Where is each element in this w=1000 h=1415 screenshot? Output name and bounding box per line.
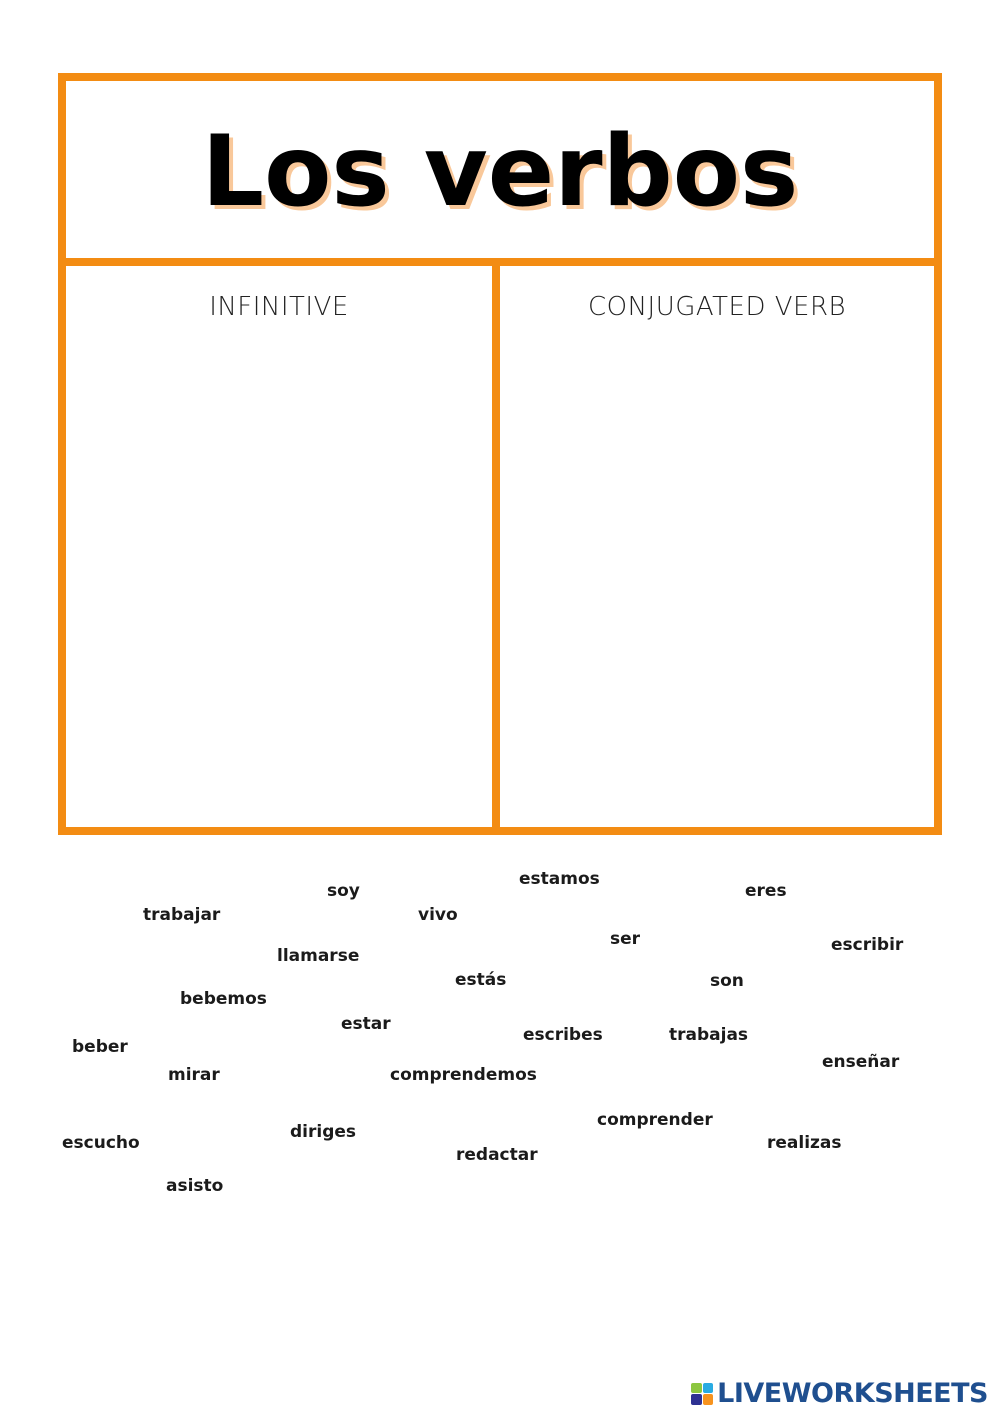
word-card[interactable]: escribir (831, 935, 904, 955)
liveworksheets-logo-icon (691, 1383, 713, 1405)
word-card[interactable]: estás (455, 970, 507, 990)
word-bank (0, 840, 1000, 1220)
logo-square-cyan (703, 1383, 714, 1394)
column-infinitive (66, 266, 500, 827)
word-card[interactable]: asisto (166, 1176, 224, 1196)
word-card[interactable]: son (710, 971, 744, 991)
column-header-infinitive: INFINITIVE (209, 292, 349, 322)
word-card[interactable]: vivo (418, 905, 458, 925)
word-card[interactable]: estar (341, 1014, 391, 1034)
word-card[interactable]: enseñar (822, 1052, 900, 1072)
brand-text: LIVEWORKSHEETS (717, 1378, 988, 1409)
column-header-conjugated-verb: CONJUGATED VERB (587, 292, 847, 322)
liveworksheets-brand[interactable] (691, 1380, 988, 1407)
word-card[interactable]: soy (327, 881, 360, 901)
worksheet-title: Los verbos (201, 114, 799, 229)
word-card[interactable]: escribes (523, 1025, 603, 1045)
drop-zone-infinitive[interactable] (66, 336, 492, 827)
word-card[interactable]: mirar (168, 1065, 220, 1085)
word-card[interactable]: beber (72, 1037, 128, 1057)
word-card[interactable]: eres (745, 881, 787, 901)
word-card[interactable]: diriges (290, 1122, 357, 1142)
word-card[interactable]: redactar (456, 1145, 538, 1165)
word-card[interactable]: comprendemos (390, 1065, 537, 1085)
word-card[interactable]: trabajar (143, 905, 221, 925)
word-card[interactable]: realizas (767, 1133, 842, 1153)
word-card[interactable]: comprender (597, 1110, 713, 1130)
column-conjugated-verb (500, 266, 934, 827)
logo-square-green (691, 1383, 702, 1394)
logo-square-navy (691, 1394, 702, 1405)
word-card[interactable]: estamos (519, 869, 600, 889)
word-card[interactable]: escucho (62, 1133, 140, 1153)
word-card[interactable]: trabajas (669, 1025, 749, 1045)
word-card[interactable]: ser (610, 929, 641, 949)
worksheet-frame (58, 73, 942, 835)
drop-zone-conjugated-verb[interactable] (500, 336, 934, 827)
word-card[interactable]: bebemos (180, 989, 267, 1009)
logo-square-orange (703, 1394, 714, 1405)
word-card[interactable]: llamarse (277, 946, 360, 966)
title-band (66, 81, 934, 266)
